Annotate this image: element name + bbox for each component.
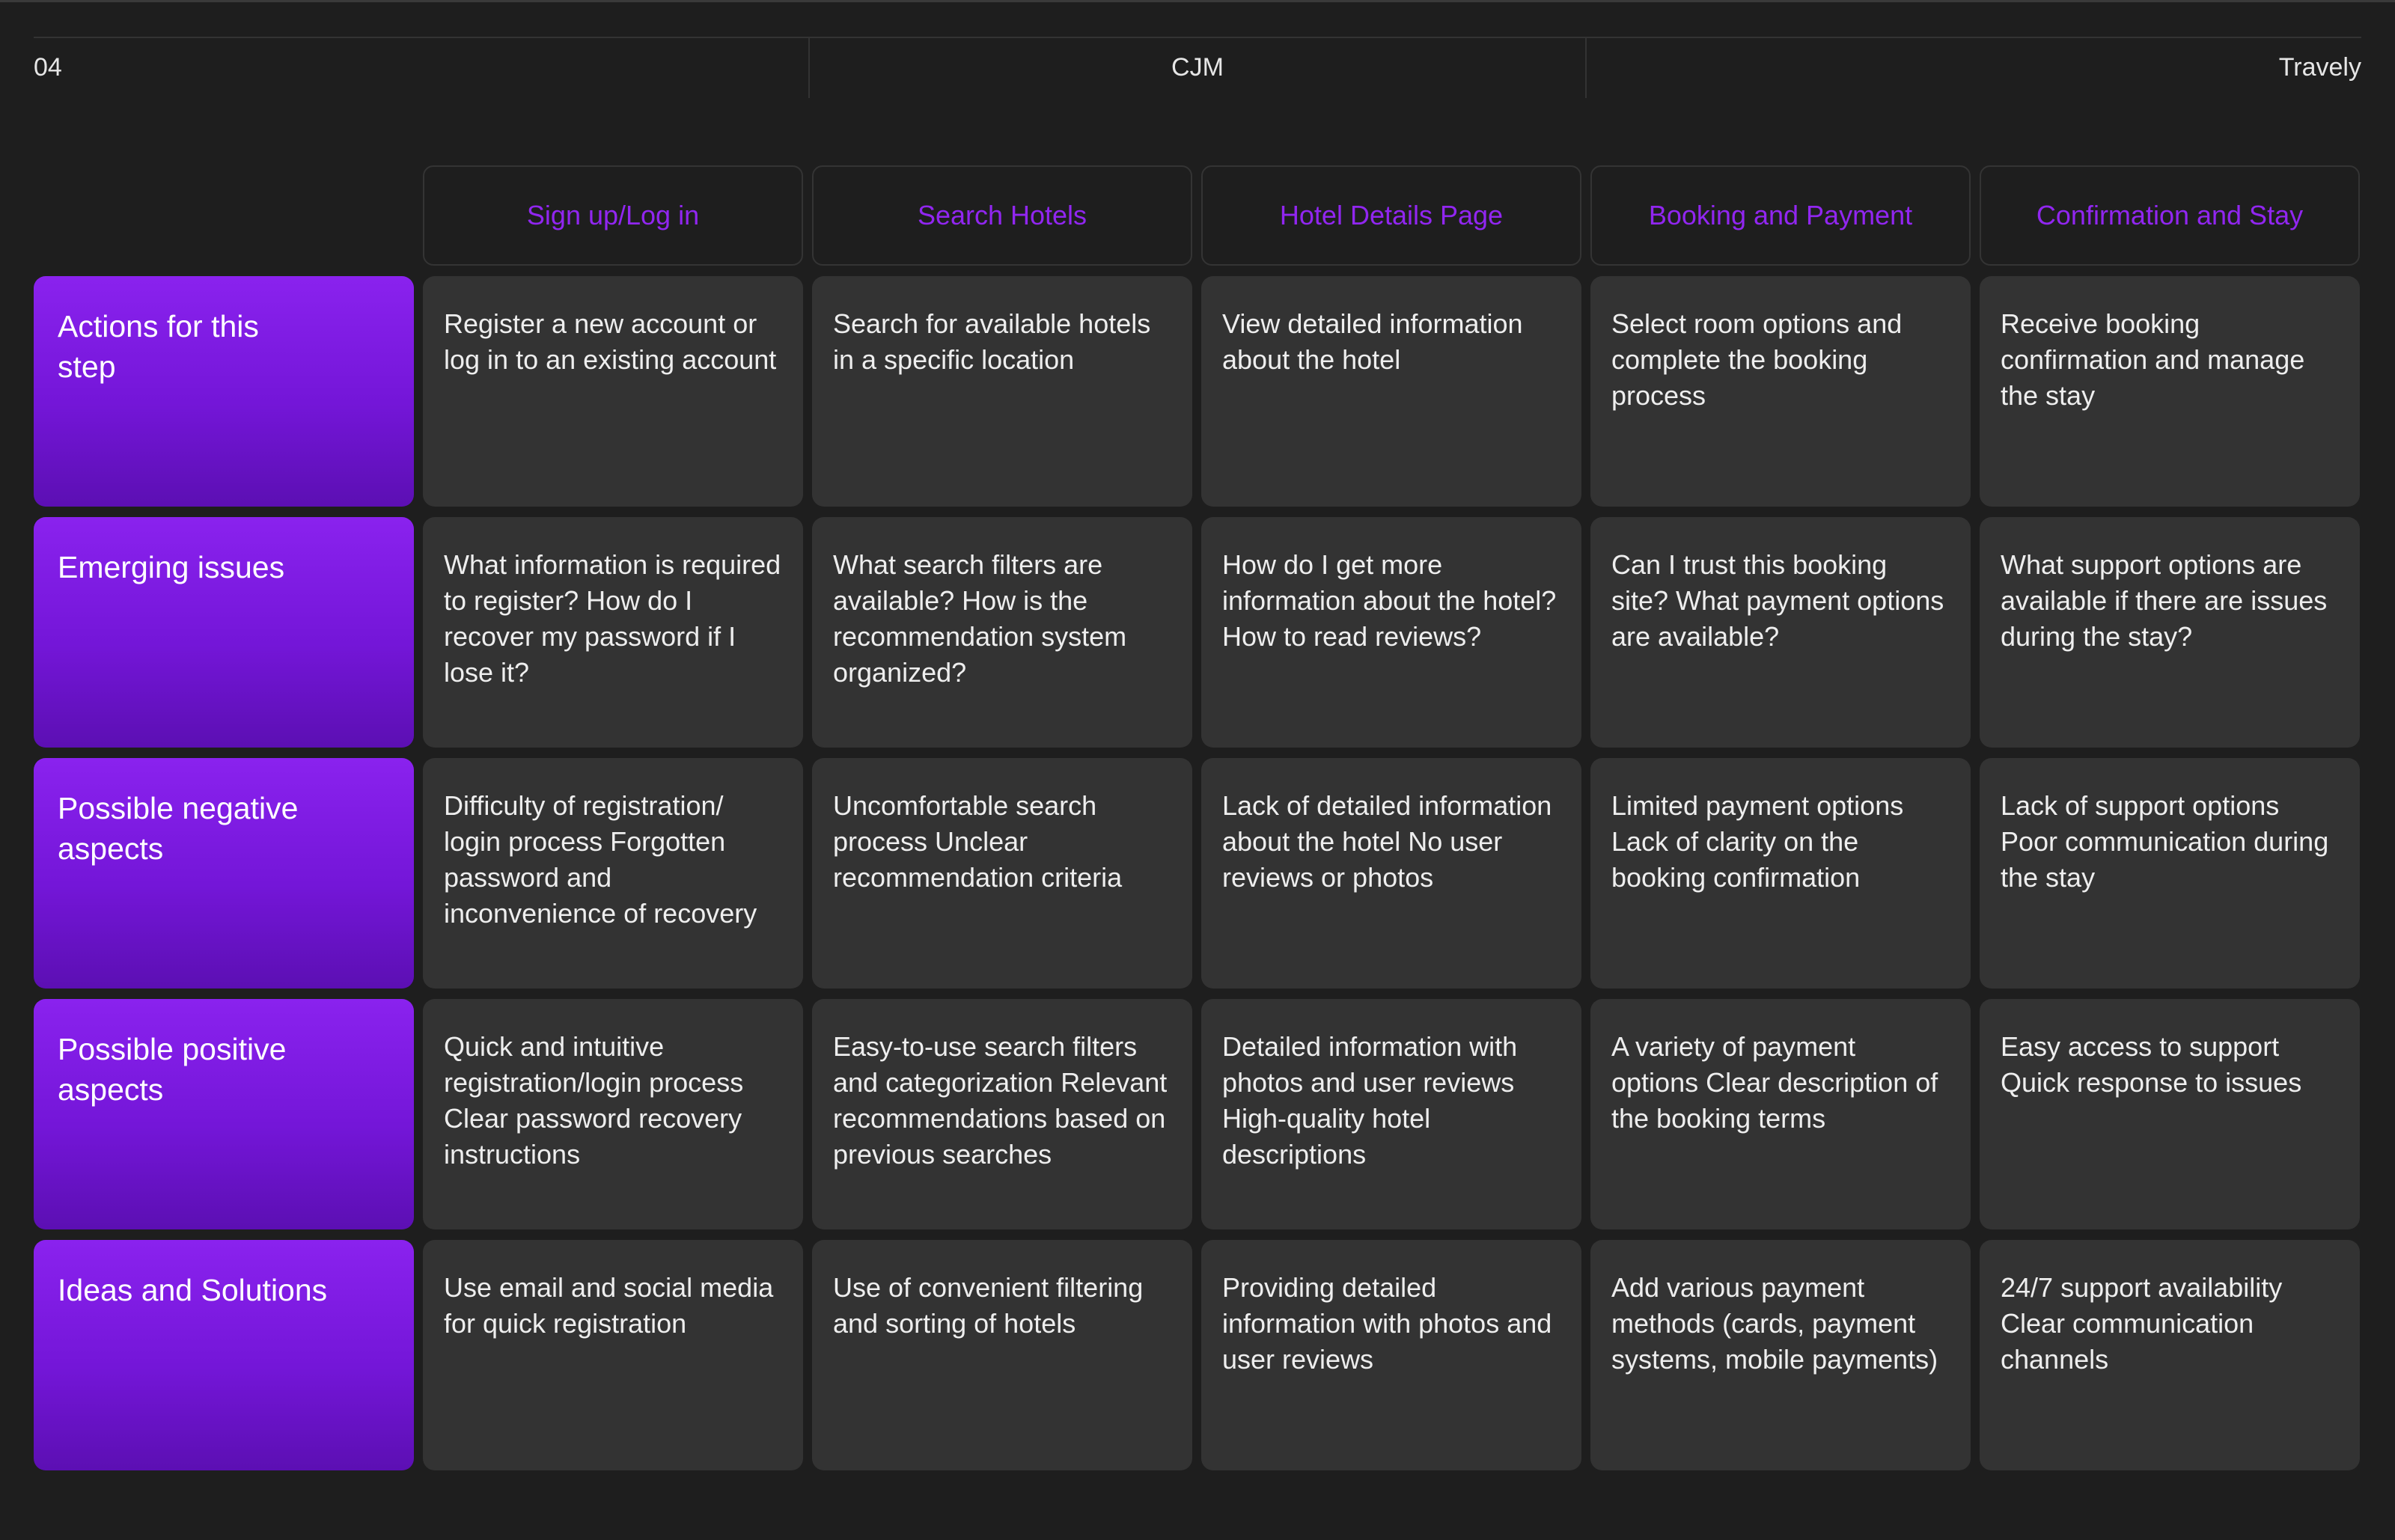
cell-negative-confirmation: Lack of support options Poor communication during the stay [1980,758,2360,989]
cell-positive-booking: A variety of payment options Clear description of the booking terms [1590,999,1971,1229]
cell-actions-signup: Register a new account or log in to an existing account [423,276,803,507]
section-title: CJM [808,37,1586,98]
stage-header-signup: Sign up/Log in [423,165,803,266]
cell-ideas-search: Use of convenient filtering and sorting of hotels [812,1240,1192,1470]
cell-ideas-signup: Use email and social media for quick registration [423,1240,803,1470]
cell-positive-search: Easy-to-use search filters and categorization Relevant recommendations based on previous searches [812,999,1192,1229]
cell-negative-details: Lack of detailed information about the hotel No user reviews or photos [1201,758,1581,989]
cell-negative-signup: Difficulty of registration/ login process Forgotten password and inconvenience of recovery [423,758,803,989]
brand-name: Travely [2278,52,2361,82]
cell-positive-confirmation: Easy access to support Quick response to issues [1980,999,2360,1229]
cjm-table [34,165,2361,1470]
cell-issues-signup: What information is required to register? How do I recover my password if I lose it? [423,517,803,748]
cell-actions-search: Search for available hotels in a specific location [812,276,1192,507]
row-label-actions: Actions for this step [34,276,414,507]
stage-header-booking: Booking and Payment [1590,165,1971,266]
cell-actions-details: View detailed information about the hotel [1201,276,1581,507]
cell-actions-booking: Select room options and complete the booking process [1590,276,1971,507]
cell-ideas-confirmation: 24/7 support availability Clear communication channels [1980,1240,2360,1470]
cell-negative-booking: Limited payment options Lack of clarity on the booking confirmation [1590,758,1971,989]
row-label-positive: Possible positive aspects [34,999,414,1229]
cell-issues-search: What search filters are available? How is the recommendation system organized? [812,517,1192,748]
slide-header [34,37,2361,98]
cell-issues-confirmation: What support options are available if there are issues during the stay? [1980,517,2360,748]
stage-header-details: Hotel Details Page [1201,165,1581,266]
cell-issues-booking: Can I trust this booking site? What payment options are available? [1590,517,1971,748]
cell-positive-details: Detailed information with photos and user reviews High-quality hotel descriptions [1201,999,1581,1229]
corner-spacer [34,165,414,266]
stage-header-search: Search Hotels [812,165,1192,266]
page-number: 04 [34,52,62,82]
cell-ideas-booking: Add various payment methods (cards, payment systems, mobile payments) [1590,1240,1971,1470]
cell-actions-confirmation: Receive booking confirmation and manage the stay [1980,276,2360,507]
row-label-ideas: Ideas and Solutions [34,1240,414,1470]
cell-positive-signup: Quick and intuitive registration/login process Clear password recovery instructions [423,999,803,1229]
cell-ideas-details: Providing detailed information with photos and user reviews [1201,1240,1581,1470]
cell-issues-details: How do I get more information about the hotel? How to read reviews? [1201,517,1581,748]
row-label-negative: Possible negative aspects [34,758,414,989]
cell-negative-search: Uncomfortable search process Unclear recommendation criteria [812,758,1192,989]
stage-header-confirmation: Confirmation and Stay [1980,165,2360,266]
row-label-issues: Emerging issues [34,517,414,748]
